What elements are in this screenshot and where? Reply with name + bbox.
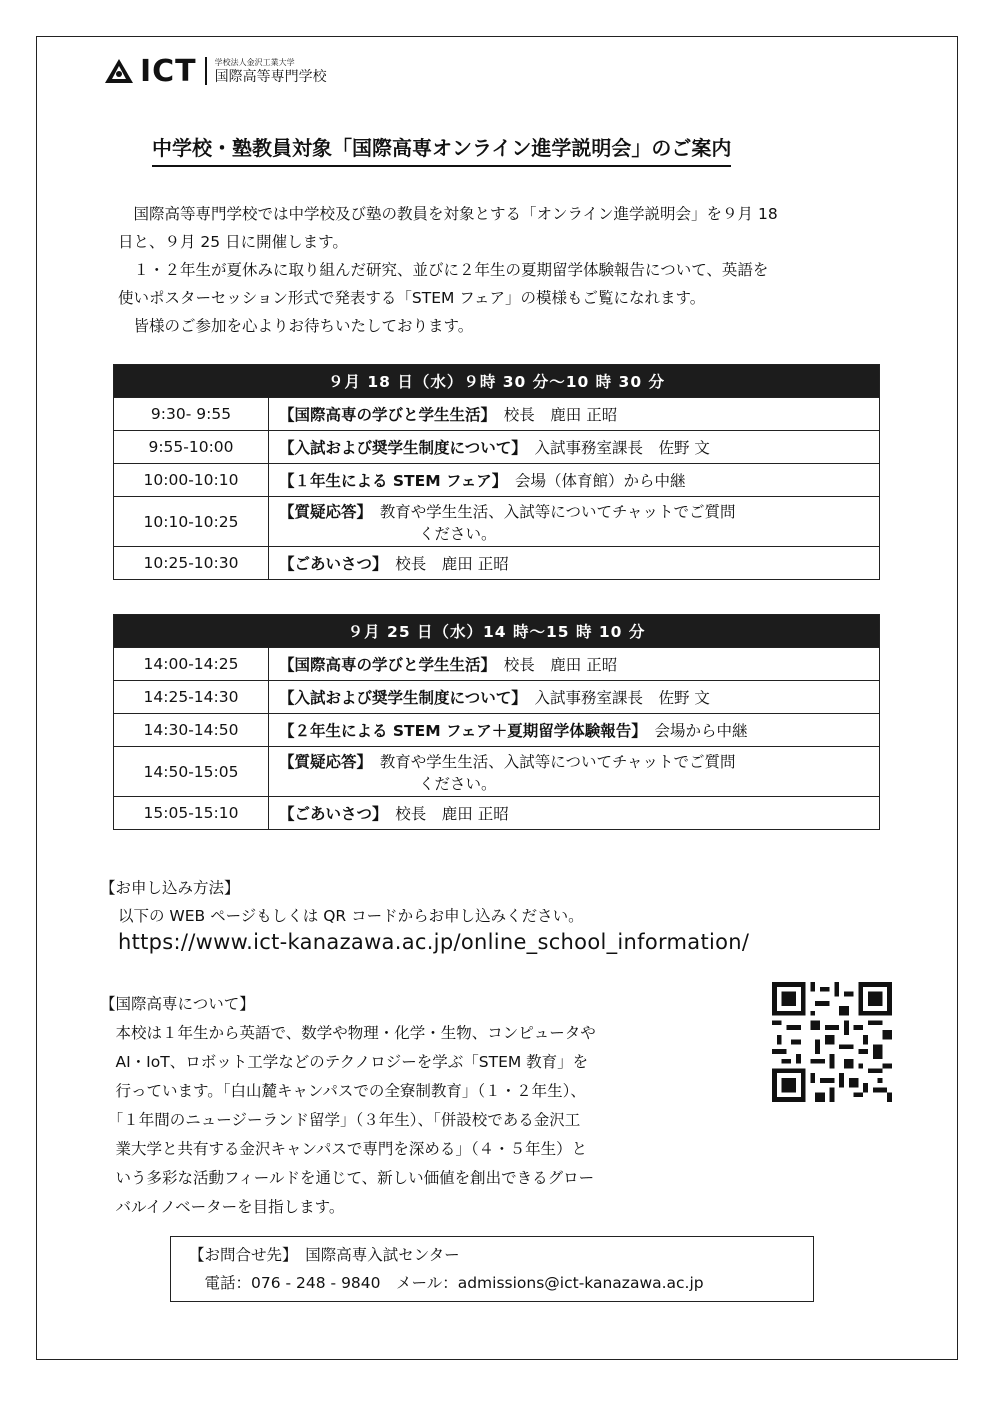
time-cell: 10:00-10:10: [114, 464, 269, 497]
table-row: [114, 714, 880, 747]
program-cell: 【入試および奨学生制度について】 入試事務室課長 佐野 文: [269, 431, 880, 464]
ict-logo-icon: [104, 58, 134, 84]
time-cell: 14:00-14:25: [114, 648, 269, 681]
contact-box: [170, 1236, 814, 1302]
page-title: 中学校・塾教員対象「国際高専オンライン進学説明会」のご案内: [152, 132, 731, 167]
session-heading: ９月 25 日（水）14 時～15 時 10 分: [114, 615, 880, 648]
about-section: [100, 990, 720, 1222]
table-row: [114, 398, 880, 431]
session-heading: ９月 18 日（水）９時 30 分～10 時 30 分: [114, 365, 880, 398]
header-logo: [104, 54, 327, 88]
program-cell: 【国際高専の学びと学生生活】 校長 鹿田 正昭: [269, 398, 880, 431]
contact-heading: 【お問合せ先】 国際高専入試センター: [189, 1246, 460, 1264]
about-line: バルイノベーターを目指します。: [100, 1198, 345, 1216]
table-row: [114, 547, 880, 580]
org-parent: 学校法人金沢工業大学: [214, 57, 295, 67]
table-row: [114, 747, 880, 797]
program-cell: 【１年生による STEM フェア】 会場（体育館）から中継: [269, 464, 880, 497]
schedule-table-sep25: [113, 614, 880, 830]
about-line: AI・IoT、ロボット工学などのテクノロジーを学ぶ「STEM 教育」を: [100, 1053, 589, 1071]
table-row: [114, 681, 880, 714]
intro-text: [118, 200, 898, 340]
intro-line: 日と、９月 25 日に開催します。: [118, 233, 348, 251]
time-cell: 10:10-10:25: [114, 497, 269, 547]
time-cell: 9:30- 9:55: [114, 398, 269, 431]
time-cell: 14:25-14:30: [114, 681, 269, 714]
intro-line: 皆様のご参加を心よりお待ちいたしております。: [118, 317, 474, 335]
intro-line: １・２年生が夏休みに取り組んだ研究、並びに２年生の夏期留学体験報告について、英語を: [118, 261, 769, 279]
contact-details: 電話：076 - 248 - 9840 メール：admissions@ict-kanazawa.ac.jp: [189, 1274, 704, 1292]
table-row: [114, 497, 880, 547]
time-cell: 15:05-15:10: [114, 797, 269, 830]
table-row: [114, 464, 880, 497]
apply-heading: 【お申し込み方法】: [100, 879, 240, 897]
intro-line: 使いポスターセッション形式で発表する「STEM フェア」の模様もご覧になれます。: [118, 289, 706, 307]
about-line: 「１年間のニュージーランド留学」（３年生）、「併設校である金沢工: [100, 1111, 581, 1129]
time-cell: 10:25-10:30: [114, 547, 269, 580]
about-line: 本校は１年生から英語で、数学や物理・化学・生物、コンピュータや: [100, 1024, 596, 1042]
about-line: 行っています。「白山麓キャンパスでの全寮制教育」（１・２年生）、: [100, 1082, 586, 1100]
program-cell: 【ごあいさつ】 校長 鹿田 正昭: [269, 797, 880, 830]
program-cell: 【国際高専の学びと学生生活】 校長 鹿田 正昭: [269, 648, 880, 681]
time-cell: 14:50-15:05: [114, 747, 269, 797]
table-row: [114, 797, 880, 830]
program-cell: 【２年生による STEM フェア＋夏期留学体験報告】 会場から中継: [269, 714, 880, 747]
about-heading: 【国際高専について】: [100, 995, 255, 1013]
logo-divider: [205, 57, 207, 85]
program-cell: 【ごあいさつ】 校長 鹿田 正昭: [269, 547, 880, 580]
table-row: [114, 431, 880, 464]
intro-line: 国際高等専門学校では中学校及び塾の教員を対象とする「オンライン進学説明会」を９月 18: [118, 205, 778, 223]
program-cell: 【入試および奨学生制度について】 入試事務室課長 佐野 文: [269, 681, 880, 714]
program-cell: 【質疑応答】 教育や学生生活、入試等についてチャットでご質問 ください。: [269, 747, 880, 797]
application-url-link[interactable]: https://www.ict-kanazawa.ac.jp/online_school_information/: [118, 930, 750, 954]
about-line: 業大学と共有する金沢キャンパスで専門を深める」（４・５年生）と: [100, 1140, 588, 1158]
qr-code-icon[interactable]: [772, 982, 892, 1102]
schedule-table-sep18: [113, 364, 880, 580]
logo-text: ICT: [140, 53, 197, 89]
time-cell: 9:55-10:00: [114, 431, 269, 464]
org-name: 国際高等専門学校: [214, 68, 327, 85]
table-row: [114, 648, 880, 681]
apply-text: 以下の WEB ページもしくは QR コードからお申し込みください。: [118, 907, 584, 925]
time-cell: 14:30-14:50: [114, 714, 269, 747]
about-line: いう多彩な活動フィールドを通じて、新しい価値を創出できるグロー: [100, 1169, 595, 1187]
program-cell: 【質疑応答】 教育や学生生活、入試等についてチャットでご質問 ください。: [269, 497, 880, 547]
